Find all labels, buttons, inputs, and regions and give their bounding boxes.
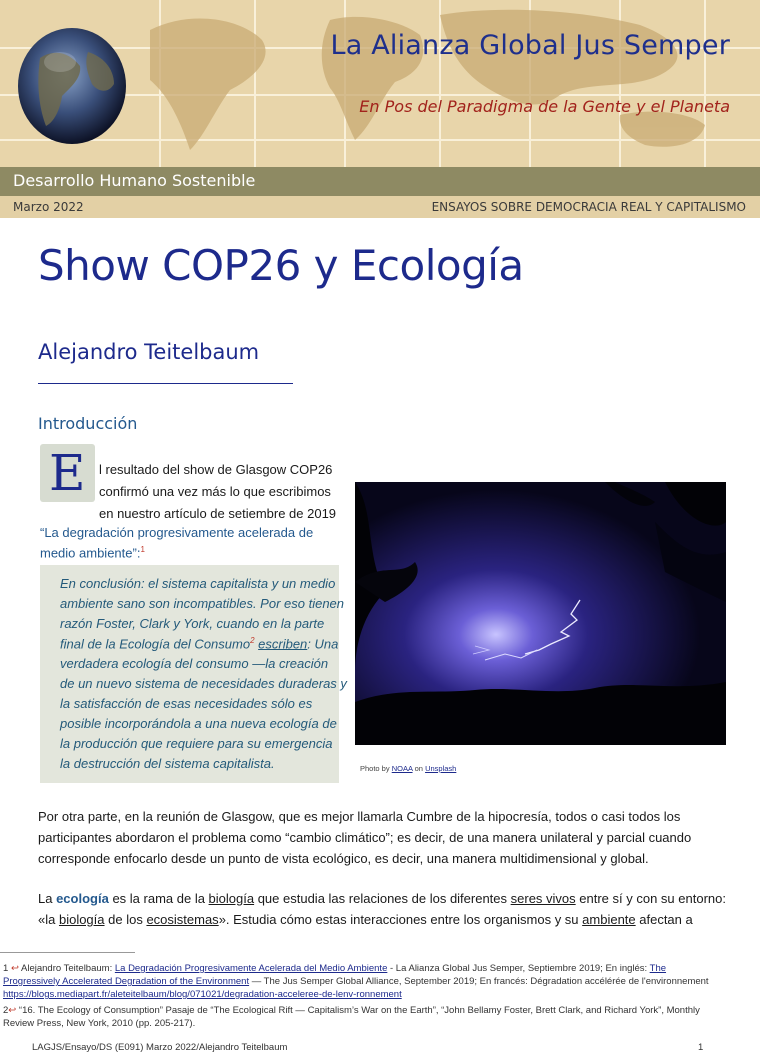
photo-credit-text: Photo by xyxy=(360,764,392,773)
paragraph-line xyxy=(38,891,726,906)
footnote-link-fr[interactable]: https://blogs.mediapart.fr/aleteitelbaum/blog/071021/degradation-acceleree-de-lenv-ronnement xyxy=(3,989,402,1000)
footnote-link-en[interactable]: The xyxy=(649,963,667,974)
biologia-link[interactable]: biología xyxy=(58,912,105,927)
blockquote-line xyxy=(60,636,338,651)
paragraph-line: corresponde enfocarlo desde un punto de vista ecológico, es decir, una manera multidimensional y global. xyxy=(38,851,649,866)
blockquote-line: la producción que requiere para su emergencia xyxy=(60,736,333,751)
section-band-label: Desarrollo Humano Sostenible xyxy=(13,171,256,190)
site-header xyxy=(0,0,760,167)
article-author: Alejandro Teitelbaum xyxy=(38,340,260,364)
blockquote-line: la destrucción del sistema capitalista. xyxy=(60,756,275,771)
blockquote-line: verdadera ecología del consumo —la creación xyxy=(60,656,329,671)
site-title: La Alianza Global Jus Semper xyxy=(330,30,730,61)
ambiente-link[interactable]: ambiente xyxy=(582,912,636,927)
footnote-ref-1[interactable]: 1 xyxy=(140,545,145,554)
section-heading: Introducción xyxy=(38,414,138,433)
blockquote-line: En conclusión: el sistema capitalista y un medio xyxy=(60,576,336,591)
footnote-number: 1 xyxy=(3,963,9,974)
seres-vivos-link[interactable]: seres vivos xyxy=(510,891,576,906)
footnote-2-line xyxy=(3,1005,700,1016)
biologia-link[interactable]: biología xyxy=(208,891,255,906)
footnote-text: - La Alianza Global Jus Semper, Septiembre 2019; En inglés: xyxy=(387,963,650,974)
footnote-link-es[interactable]: La Degradación Progresivamente Acelerada del Medio Ambiente xyxy=(114,963,388,974)
site-tagline: En Pos del Paradigma de la Gente y el Planeta xyxy=(359,97,730,116)
footnote-text: Alejandro Teitelbaum: xyxy=(18,963,115,974)
blockquote-line: la satisfacción de esas necesidades sólo es xyxy=(60,696,313,711)
blockquote-line: ambiente sano son incompatibles. Por eso tienen xyxy=(60,596,345,611)
page-number: 1 xyxy=(698,1042,704,1053)
photo-credit-text: on xyxy=(412,764,426,773)
ecosistemas-link[interactable]: ecosistemas xyxy=(146,912,219,927)
footnote-text: “16. The Ecology of Consumption” Pasaje de “The Ecological Rift — Capitalism’s War on the Earth”, “John Bellamy Foster, Brett Clark, and Richard York”, Monthly xyxy=(16,1005,700,1016)
blockquote-text: : Una xyxy=(307,636,339,652)
footnote-2-line: Review Press, New York, 2010 (pp. 205-217). xyxy=(3,1018,196,1029)
meta-band xyxy=(0,196,760,218)
photo-author-link[interactable]: NOAA xyxy=(391,764,413,773)
blockquote-line: posible incorporándola a una nueva ecología de xyxy=(60,716,337,731)
footnote-1-line xyxy=(3,976,709,987)
footnote-1-line xyxy=(3,963,666,974)
blockquote-line: razón Foster, Clark y York, cuando en la parte xyxy=(60,616,325,631)
blockquote-line: de un nuevo sistema de necesidades duraderas y xyxy=(60,676,347,691)
paragraph-line: Por otra parte, en la reunión de Glasgow, que es mejor llamarla Cumbre de la hipocresía, todos o casi todos los xyxy=(38,809,681,824)
photo-site-link[interactable]: Unsplash xyxy=(425,764,457,773)
footnote-separator xyxy=(0,952,135,953)
footnote-link-en[interactable]: Progressively Accelerated Degradation of the Environment xyxy=(3,976,250,987)
intro-line: l resultado del show de Glasgow COP26 xyxy=(99,462,333,477)
author-underline xyxy=(38,383,293,384)
paragraph-text: «la xyxy=(38,912,59,927)
page-footer-label: LAGJS/Ensayo/DS (E091) Marzo 2022/Alejandro Teitelbaum xyxy=(32,1042,288,1053)
intro-line: confirmó una vez más lo que escribimos xyxy=(99,484,331,499)
back-arrow-icon[interactable]: ↩ xyxy=(8,1005,17,1016)
footnote-text: — The Jus Semper Global Alliance, September 2019; En francés: Dégradation accélérée de l'environnement xyxy=(249,976,709,987)
paragraph-text: entre sí y con su entorno: xyxy=(575,891,726,906)
paragraph-text: afectan a xyxy=(635,912,693,927)
lightning-photo xyxy=(355,482,726,745)
globe-logo xyxy=(10,18,130,148)
quote-title-line xyxy=(40,545,145,560)
paragraph-text: de los xyxy=(104,912,147,927)
drop-cap xyxy=(40,444,95,502)
series-name: ENSAYOS SOBRE DEMOCRACIA REAL Y CAPITALISMO xyxy=(431,200,746,214)
footnote-1-line xyxy=(3,989,402,1000)
drop-cap-letter: E xyxy=(49,444,86,502)
quote-title-line: “La degradación progresivamente acelerada de xyxy=(40,525,314,540)
article-title: Show COP26 y Ecología xyxy=(38,241,524,290)
footnote-ref-2[interactable]: 2 xyxy=(250,636,255,645)
paragraph-text: ». Estudia cómo estas interacciones entre los organismos y su xyxy=(218,912,583,927)
blockquote xyxy=(40,565,347,783)
escriben-link[interactable]: escriben xyxy=(258,636,308,652)
quote-title-text: medio ambiente”: xyxy=(40,545,141,561)
ecologia-term: ecología xyxy=(56,891,109,906)
paragraph-line: participantes abordaron el problema como “cambio climático”; es decir, de una manera unilateral y parcial cuando xyxy=(38,830,692,845)
paragraph-line xyxy=(38,912,693,927)
issue-date: Marzo 2022 xyxy=(13,200,84,214)
section-band xyxy=(0,167,760,196)
footnote-number: 2 xyxy=(3,1005,9,1016)
blockquote-text: final de la Ecología del Consumo xyxy=(60,636,251,652)
back-arrow-icon[interactable]: ↩ xyxy=(10,963,19,974)
paragraph-text: es la rama de la xyxy=(108,891,209,906)
intro-line: en nuestro artículo de setiembre de 2019 xyxy=(99,506,337,521)
paragraph-text: que estudia las relaciones de los diferentes xyxy=(254,891,511,906)
photo-credit xyxy=(360,764,456,773)
paragraph-text: La xyxy=(38,891,57,906)
